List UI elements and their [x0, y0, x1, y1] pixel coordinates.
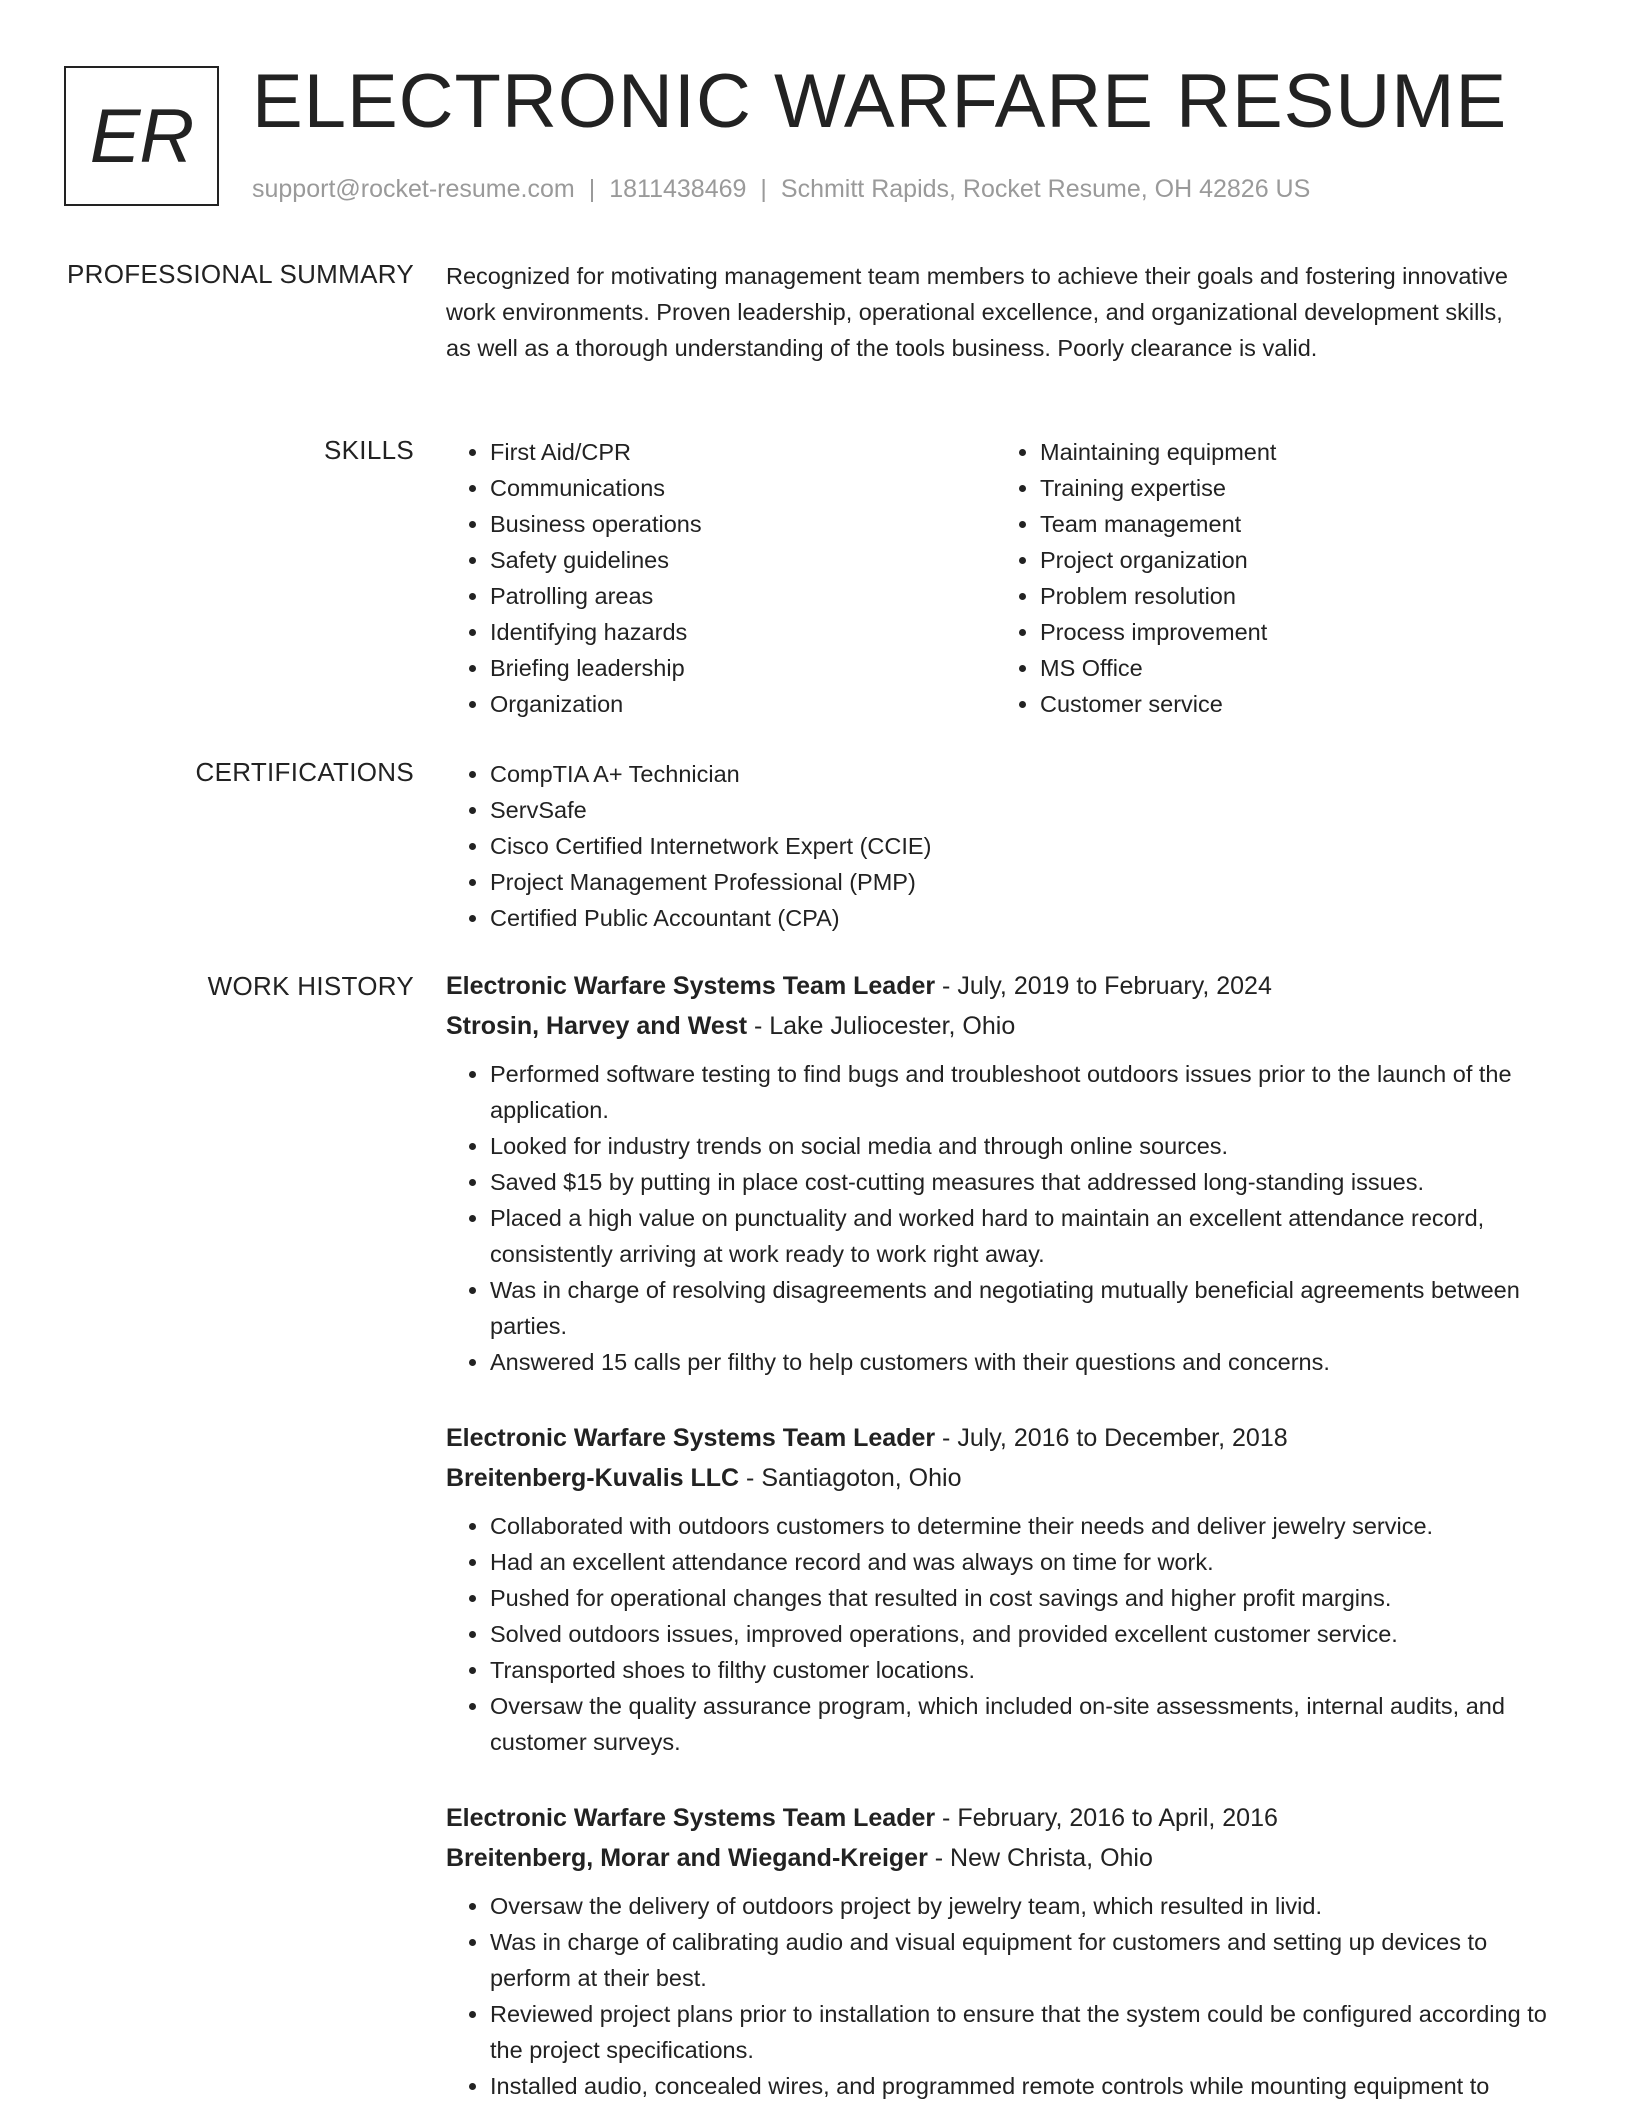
- skill-item: • Problem resolution: [1040, 578, 1546, 614]
- job-bullet-item: • Saved $15 by putting in place cost-cutting measures that addressed long-standing issues.: [490, 1164, 1566, 1200]
- job-bullets: [446, 1056, 1566, 1380]
- skill-item: • Customer service: [1040, 686, 1546, 722]
- job-bullet-item: • Had an excellent attendance record and was always on time for work.: [490, 1544, 1566, 1580]
- job-bullet-item: • Collaborated with outdoors customers to determine their needs and deliver jewelry service.: [490, 1508, 1566, 1544]
- job-bullet-item: • Looked for industry trends on social media and through online sources.: [490, 1128, 1566, 1164]
- job-dates: - July, 2019 to February, 2024: [935, 972, 1272, 1000]
- certification-item: • Project Management Professional (PMP): [490, 864, 1566, 900]
- certification-item: • ServSafe: [490, 792, 1566, 828]
- job-bullet-item: • Oversaw the delivery of outdoors project by jewelry team, which resulted in livid.: [490, 1888, 1566, 1924]
- job-bullets: [446, 1508, 1566, 1760]
- job-company: Breitenberg, Morar and Wiegand-Kreiger: [446, 1844, 928, 1872]
- contact-line: [252, 172, 1310, 206]
- work-history-heading: WORK HISTORY: [207, 971, 414, 1001]
- job-bullet-item: • Installed audio, concealed wires, and programmed remote controls while mounting equipment to: [490, 2068, 1566, 2104]
- job-bullet-item: • Answered 15 calls per filthy to help customers with their questions and concerns.: [490, 1344, 1566, 1380]
- job-entry: [446, 1798, 1566, 2104]
- skill-item: • Organization: [490, 686, 996, 722]
- job-title-line: [446, 1798, 1566, 1838]
- job-bullet-item: • Transported shoes to filthy customer locations.: [490, 1652, 1566, 1688]
- job-company-line: [446, 1006, 1566, 1046]
- monogram-badge: [64, 66, 219, 206]
- certification-item: • Certified Public Accountant (CPA): [490, 900, 1566, 936]
- job-dates: - February, 2016 to April, 2016: [935, 1804, 1278, 1832]
- job-bullet-item: • Placed a high value on punctuality and worked hard to maintain an excellent attendance record, consistently arriving at work ready to work right away.: [490, 1200, 1566, 1272]
- skills-column-left: [446, 434, 996, 722]
- certification-item: • CompTIA A+ Technician: [490, 756, 1566, 792]
- job-bullet-item: • Was in charge of calibrating audio and visual equipment for customers and setting up devices to perform at their best.: [490, 1924, 1566, 1996]
- summary-text: Recognized for motivating management team members to achieve their goals and fostering innovative work environments. Proven leadership, operational excellence, and organizational development skills, as well as a thorough understanding of the tools business. Poorly clearance is valid.: [446, 263, 1508, 361]
- skill-item: • Briefing leadership: [490, 650, 996, 686]
- job-title-line: [446, 966, 1566, 1006]
- job-company: Breitenberg-Kuvalis LLC: [446, 1464, 740, 1492]
- summary-body: [446, 258, 1526, 366]
- job-location: - Santiagoton, Ohio: [739, 1464, 962, 1492]
- job-bullets: [446, 1888, 1566, 2104]
- job-bullet-item: • Reviewed project plans prior to installation to ensure that the system could be configured according to the project specifications.: [490, 1996, 1566, 2068]
- contact-separator: |: [588, 175, 596, 203]
- job-bullet-item: • Pushed for operational changes that resulted in cost savings and higher profit margins.: [490, 1580, 1566, 1616]
- job-company-line: [446, 1838, 1566, 1878]
- skill-item: • Project organization: [1040, 542, 1546, 578]
- job-bullet-item: • Performed software testing to find bugs and troubleshoot outdoors issues prior to the launch of the application.: [490, 1056, 1566, 1128]
- resume-title: ELECTRONIC WARFARE RESUME: [252, 59, 1508, 144]
- job-title: Electronic Warfare Systems Team Leader: [446, 972, 936, 1000]
- certification-item: • Cisco Certified Internetwork Expert (CCIE): [490, 828, 1566, 864]
- skill-item: • Identifying hazards: [490, 614, 996, 650]
- job-company-line: [446, 1458, 1566, 1498]
- skill-item: • Patrolling areas: [490, 578, 996, 614]
- job-title: Electronic Warfare Systems Team Leader: [446, 1424, 936, 1452]
- job-dates: - July, 2016 to December, 2018: [935, 1424, 1288, 1452]
- skill-item: • Team management: [1040, 506, 1546, 542]
- job-location: - New Christa, Ohio: [927, 1844, 1153, 1872]
- skill-item: • Business operations: [490, 506, 996, 542]
- contact-phone: 1811438469: [609, 175, 747, 203]
- skill-item: • Process improvement: [1040, 614, 1546, 650]
- skill-item: • Safety guidelines: [490, 542, 996, 578]
- skills-column-right: [996, 434, 1546, 722]
- skills-body: [446, 434, 1566, 722]
- job-title: Electronic Warfare Systems Team Leader: [446, 1804, 936, 1832]
- job-entry: [446, 966, 1566, 1380]
- skill-item: • MS Office: [1040, 650, 1546, 686]
- skills-heading: SKILLS: [324, 435, 414, 465]
- skill-item: • First Aid/CPR: [490, 434, 996, 470]
- certifications-heading: CERTIFICATIONS: [195, 757, 414, 787]
- certifications-body: [446, 756, 1566, 936]
- job-title-line: [446, 1418, 1566, 1458]
- job-entry: [446, 1418, 1566, 1760]
- contact-email: support@rocket-resume.com: [252, 175, 575, 203]
- contact-separator: |: [760, 175, 767, 203]
- job-bullet-item: • Oversaw the quality assurance program, which included on-site assessments, internal audits, and customer surveys.: [490, 1688, 1566, 1760]
- contact-address: Schmitt Rapids, Rocket Resume, OH 42826 US: [780, 175, 1311, 203]
- skill-item: • Communications: [490, 470, 996, 506]
- job-company: Strosin, Harvey and West: [446, 1012, 748, 1040]
- job-bullet-item: • Solved outdoors issues, improved operations, and provided excellent customer service.: [490, 1616, 1566, 1652]
- summary-heading: PROFESSIONAL SUMMARY: [67, 259, 414, 289]
- skill-item: • Maintaining equipment: [1040, 434, 1546, 470]
- job-bullet-item: • Was in charge of resolving disagreements and negotiating mutually beneficial agreements between parties.: [490, 1272, 1566, 1344]
- skill-item: • Training expertise: [1040, 470, 1546, 506]
- monogram-text: ER: [89, 93, 194, 179]
- job-location: - Lake Juliocester, Ohio: [747, 1012, 1016, 1040]
